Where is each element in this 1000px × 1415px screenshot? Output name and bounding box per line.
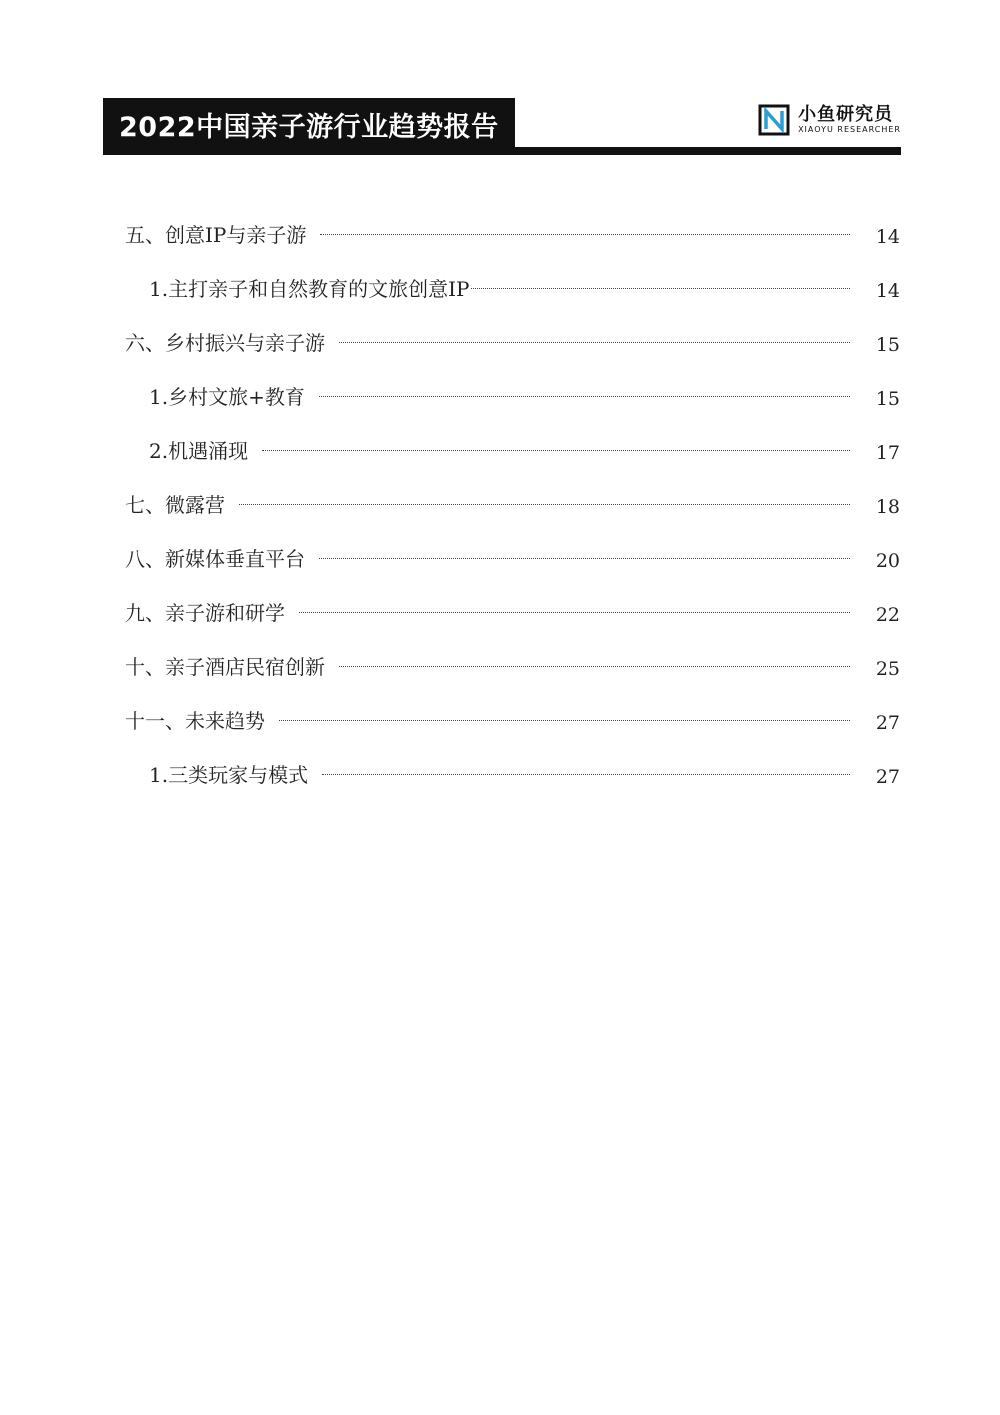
- toc-leader-dots: [319, 558, 850, 559]
- logo-chinese-name: 小鱼研究员: [798, 104, 894, 125]
- toc-entry-label: 1.三类玩家与模式: [149, 762, 309, 787]
- toc-entry-label: 九、亲子游和研学: [125, 600, 285, 625]
- toc-entry-page: 17: [875, 442, 900, 464]
- toc-leader-dots: [299, 612, 850, 613]
- toc-entry-label: 1.主打亲子和自然教育的文旅创意IP: [149, 276, 470, 301]
- toc-entry[interactable]: [125, 314, 900, 368]
- report-header: [103, 98, 901, 158]
- toc-entry[interactable]: [125, 584, 900, 638]
- toc-leader-dots: [239, 504, 850, 505]
- toc-entry-page: 15: [875, 334, 900, 356]
- n-logo-icon: [758, 104, 790, 136]
- toc-entry[interactable]: [125, 206, 900, 260]
- toc-leader-dots: [339, 666, 850, 667]
- report-title: 2022中国亲子游行业趋势报告: [119, 111, 499, 143]
- toc-entry-label: 七、微露营: [125, 492, 225, 517]
- toc-subentry[interactable]: [125, 368, 900, 422]
- toc-leader-dots: [320, 234, 850, 235]
- toc-subentry[interactable]: [125, 422, 900, 476]
- toc-entry-label: 六、乡村振兴与亲子游: [125, 330, 325, 355]
- toc-subentry[interactable]: [125, 260, 900, 314]
- toc-leader-dots: [279, 720, 850, 721]
- toc-leader-dots: [319, 396, 850, 397]
- toc-subentry[interactable]: [125, 746, 900, 800]
- toc-entry-label: 八、新媒体垂直平台: [125, 546, 305, 571]
- toc-leader-dots: [262, 450, 850, 451]
- title-banner: [103, 98, 515, 150]
- toc-entry[interactable]: [125, 638, 900, 692]
- toc-entry-label: 十、亲子酒店民宿创新: [125, 654, 325, 679]
- toc-leader-dots: [322, 774, 850, 775]
- logo-english-name: XIAOYU RESEARCHER: [798, 125, 901, 134]
- toc-entry-label: 1.乡村文旅+教育: [149, 384, 305, 409]
- toc-entry-label: 五、创意IP与亲子游: [125, 222, 307, 247]
- toc-entry[interactable]: [125, 476, 900, 530]
- toc-leader-dots: [339, 342, 850, 343]
- toc-entry-page: 27: [875, 766, 900, 788]
- toc-entry-page: 15: [875, 388, 900, 410]
- toc-entry-page: 25: [875, 658, 900, 680]
- toc-entry[interactable]: [125, 692, 900, 746]
- table-of-contents: [125, 206, 900, 800]
- brand-logo: [758, 100, 901, 140]
- toc-entry-page: 14: [875, 226, 900, 248]
- toc-entry-label: 十一、未来趋势: [125, 708, 265, 733]
- toc-entry-page: 20: [875, 550, 900, 572]
- toc-entry-page: 18: [875, 496, 900, 518]
- toc-leader-dots: [471, 288, 850, 289]
- toc-entry-page: 14: [875, 280, 900, 302]
- toc-entry-label: 2.机遇涌现: [149, 438, 249, 463]
- toc-entry-page: 22: [875, 604, 900, 626]
- toc-entry[interactable]: [125, 530, 900, 584]
- toc-entry-page: 27: [875, 712, 900, 734]
